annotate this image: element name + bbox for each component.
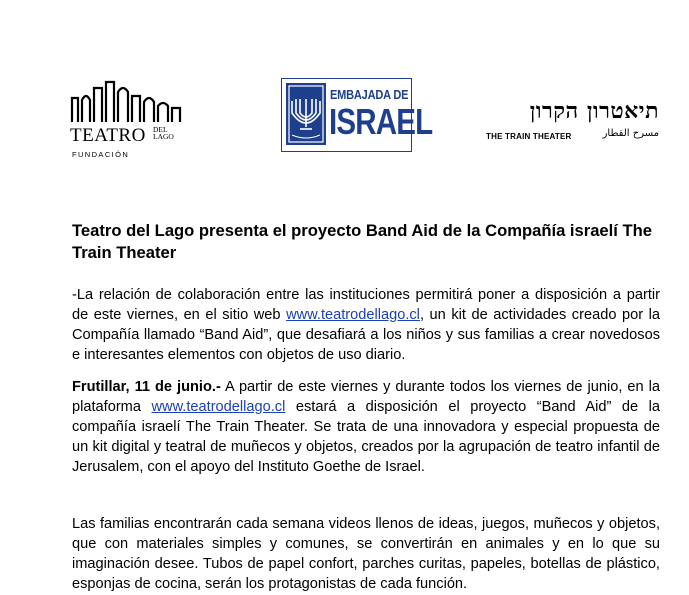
train-theater-english: THE TRAIN THEATER — [486, 132, 572, 141]
del-text: DEL — [153, 125, 168, 134]
body-paragraph-1 — [72, 377, 660, 477]
body-paragraph-2: Las familias encontrarán cada semana videos llenos de ideas, juegos, muñecos y objetos, que con materiales simples y comunes, se convertirán en animales y en lo que su imaginación desee. Tubos de papel confort, parches curitas, papeles, botellas de plástico, esponjas de cocina, serán los protagonistas de cada función. — [72, 516, 660, 592]
menorah-emblem-icon — [286, 83, 326, 145]
body1-text-start: A partir de este viernes y durante todos los viernes de junio, en la plataforma — [72, 379, 660, 415]
summary-text-start: -La relación de colaboración entre las instituciones permitirá poner a disposición a partir de este viernes, en el sitio web — [72, 287, 660, 323]
embajada-de-text: EMBAJADA DE — [330, 88, 409, 102]
del-lago-wordmark — [153, 126, 174, 140]
summary-text-end: , un kit de actividades creado por la Compañía llamado “Band Aid”, que desafiará a los niños y sus familias a crear novedosos e interesantes elementos con objetos de uso diario. — [72, 307, 660, 363]
logo-header — [0, 72, 689, 162]
train-theater-logo — [484, 98, 659, 148]
website-link[interactable]: www.teatrodellago.cl — [286, 307, 420, 323]
fundacion-label: FUNDACIÓN — [72, 150, 130, 159]
body1-text-end: estará a disposición el proyecto “Band Aid” de la compañía israelí The Train Theater. Se trata de una innovadora y especial propuesta de un kit digital y teatral de muñecos y objetos, creados por la agrupación de teatro infantil de Jerusalem, con el apoyo del Instituto Goethe de Israel. — [72, 399, 660, 475]
train-theater-arabic: مسرح القطار — [602, 128, 659, 139]
theater-building-icon — [70, 78, 185, 124]
dateline: Frutillar, 11 de junio.- — [72, 379, 221, 395]
press-release-title: Teatro del Lago presenta el proyecto Band Aid de la Compañía israelí The Train Theater — [72, 221, 652, 262]
teatro-wordmark: TEATRO — [70, 125, 146, 146]
train-theater-hebrew: תיאטרון הקרון — [529, 98, 659, 124]
israel-text: ISRAEL — [329, 101, 433, 142]
embajada-israel-logo — [281, 78, 433, 152]
platform-link[interactable]: www.teatrodellago.cl — [151, 399, 286, 415]
lago-text: LAGO — [153, 132, 174, 141]
summary-paragraph — [72, 285, 660, 365]
teatro-del-lago-logo — [70, 78, 190, 158]
